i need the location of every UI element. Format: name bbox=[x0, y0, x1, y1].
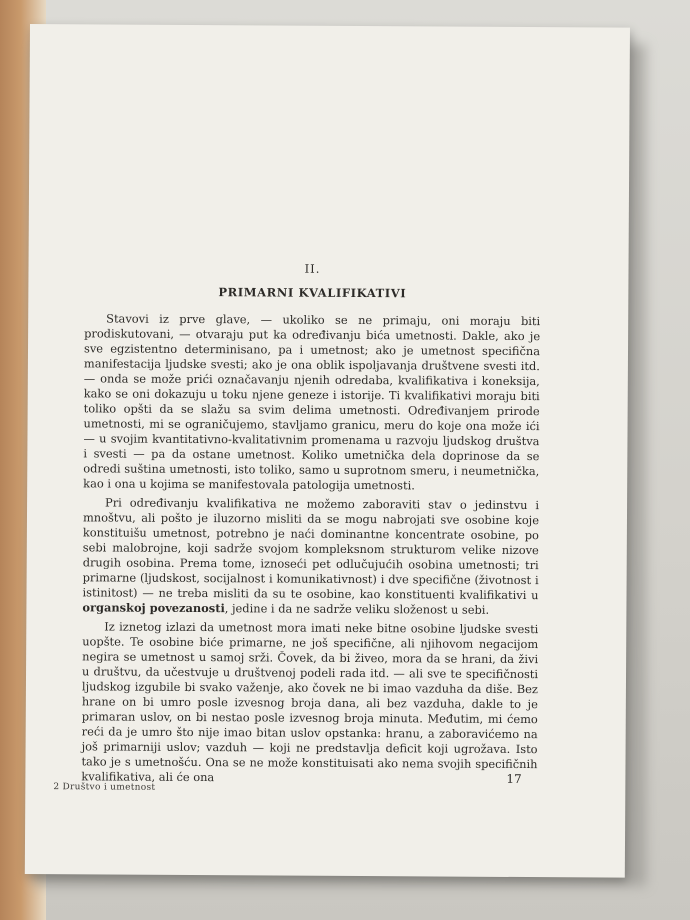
chapter-number: II. bbox=[304, 261, 321, 276]
paragraph-2 bbox=[82, 495, 539, 618]
footer-signature: 2 Društvo i umetnost bbox=[53, 782, 156, 793]
paragraph-1: Stavovi iz prve glave, — ukoliko se ne primaju, oni moraju biti prodiskutovani, — otvaraju put ka određivanju bića umetnosti. Dakle, ako je sve egzistentno determinisano, pa i umetnost; ako je umetnost specifična manifestacija ljudske svesti; ako je ona oblik ispoljavanja društvene svesti itd. — onda se može prići označavanju njenih odredaba, kvalifikativa i koneksija, kako se oni dokazuju u toku njene geneze i istorije. Ti kvalifikativi moraju biti toliko opšti da se slažu sa svim delima umetnosti. Određivanjem prirode umetnosti, mi se ograničujemo, stavljamo granicu, meru do koje ona može ići — u svojim kvantitativno-kvalitativnim promenama u razvoju ljudskog društva i svesti — pa da ostane umetnost. Koliko umetnička dela doprinose da se odredi suština umetnosti, isto toliko, samo u suprotnom smeru, i neumetnička, kao i ona u kojima se manifestovala patologija umetnosti. bbox=[83, 311, 541, 493]
paragraph-2-text-b: , jedine i da ne sadrže veliku složenost u sebi. bbox=[224, 601, 490, 617]
book-page bbox=[25, 24, 630, 878]
chapter-title: PRIMARNI KVALIFIKATIVI bbox=[218, 285, 407, 301]
paragraph-2-text-a: Pri određivanju kvalifikativa ne možemo zaboraviti stav o jedinstvu i mnoštvu, ali pošto je iluzorno misliti da se mogu nabrojati sve osobine koje konstituišu umetnost, potrebno je naći dominantne koncentrate osobine, po sebi malobrojne, koji sadrže svojom kompleksnom strukturom velike nizove drugih osobina. Prema tome, iznoseći pet odlučujućih osobina umetnosti; tri primarne (ljudskost, socijalnost i komunikativnost) i dve specifične (životnost i istinitost) — ne treba misliti da su te osobine, kao konstituenti kvalifikativi u bbox=[82, 495, 540, 603]
paragraph-3: Iz iznetog izlazi da umetnost mora imati neke bitne osobine ljudske svesti uopšte. Te osobine biće primarne, ne još specifične, ali njihovom negacijom negira se umetnost u samoj srži. Čovek, da bi živeo, mora da se hrani, da živi u društvu, da učestvuje u društvenoj podeli rada itd. — ali sve te specifičnosti ljudskog izgubile bi svako važenje, ako čovek ne bi imao vazduha da diše. Bez hrane on bi umro posle izvesnog broja dana, ali bez vazduha, dakle to je primaran uslov, on bi nestao posle izvesnog broja minuta. Međutim, mi ćemo reći da je umro što nije imao bitan uslov opstanka: hranu, a zaboravićemo na još primarniji uslov; vazduh — koji ne predstavlja deficit koji ugrožava. Isto tako je s umetnošću. Ona se ne može konstituisati ako nema svojih specifičnih kvalifikativa, ali će ona bbox=[81, 619, 539, 785]
page-body bbox=[81, 260, 540, 791]
page-number: 17 bbox=[506, 771, 522, 787]
paragraph-2-bold-phrase: organskoj povezanosti bbox=[82, 600, 225, 616]
